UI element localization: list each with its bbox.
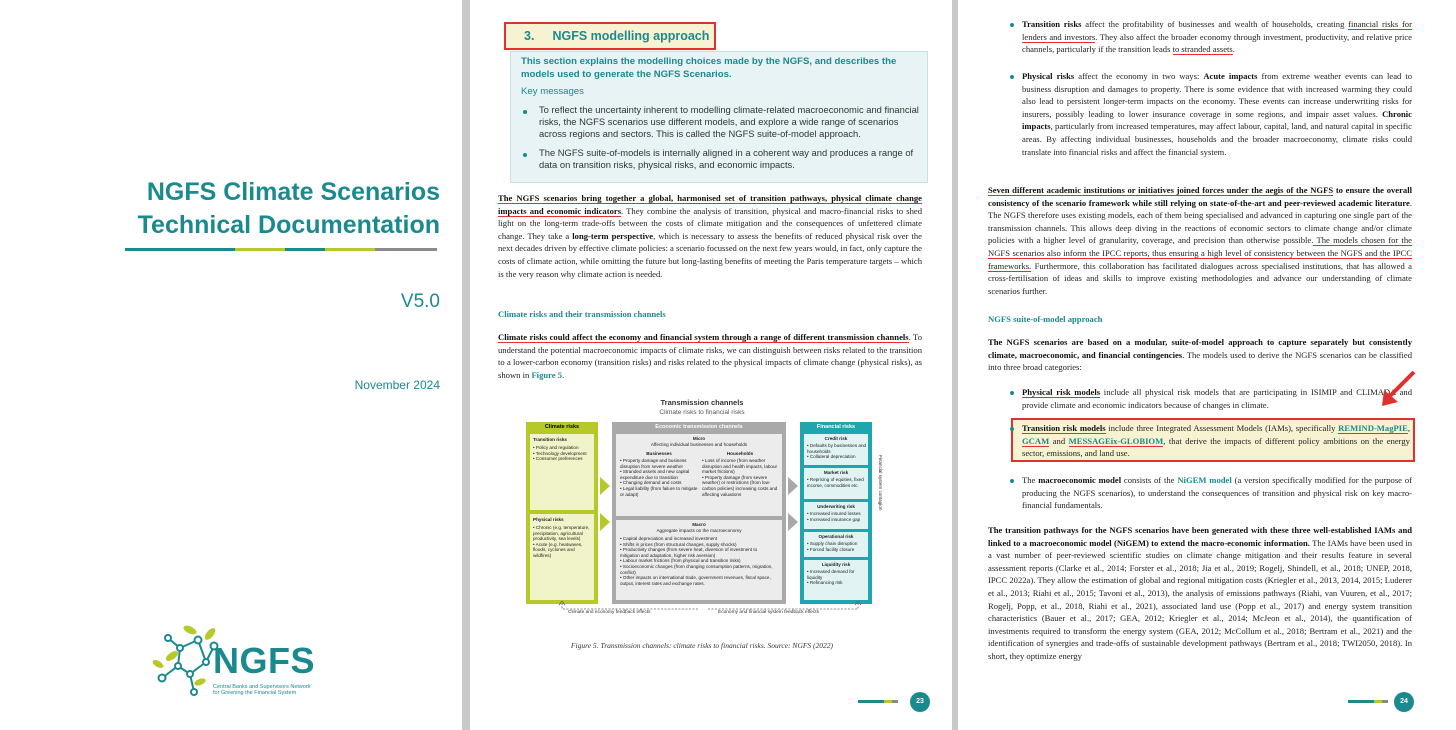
financial-risk-head: Liquidity risk: [821, 562, 851, 567]
paragraph-transmission: Climate risks could affect the economy and financial system through a range of different transmission channels. To understand the potential macroeconomic impacts of climate risks, we can distinguish between risks related to the transition to a lower-carbon economy (transition risks) and risks related to the physical impacts of climate change (physical risks), as shown in Figure 5.: [498, 332, 922, 380]
financial-risk-head: Underwriting risk: [817, 504, 855, 509]
climate-risks-head: Climate risks: [544, 424, 580, 430]
financial-risk-items: • Increased insured losses • Increased insurance gap: [807, 511, 861, 522]
macro-sub: Aggregate impacts on the macroeconomy: [656, 528, 742, 533]
page-24: [958, 0, 1456, 730]
feedback-right-label: Economy and financial system feedback effects: [718, 610, 819, 615]
page-number-23: 23: [910, 692, 930, 712]
key-message-bullet: [523, 110, 527, 114]
arrow-right-icon: [600, 477, 610, 495]
cover-date: November 2024: [354, 378, 440, 392]
section-title: NGFS modelling approach: [552, 29, 710, 43]
paragraph-scenarios: The NGFS scenarios bring together a global, harmonised set of transition pathways, physical climate change impacts and economic indicators. They combine the analysis of transition, physical and macro-financial risks to shed light on the long-term trade-offs between the costs of climate mitigation and the consequences of unfettered climate change. They take a long-term perspective, which is necessary to assess the benefits of reduced physical risk over the next decades driven by effective climate policies: a scenario focussed on the next few years would, in fact, only capture the costs of climate action, while omitting the future but long-lasting benefits of meeting the Paris temperature targets – which is the very reason why climate action is needed.: [498, 193, 922, 279]
figure-title: Transmission channels: [660, 398, 744, 407]
transition-risks-head: Transition risks: [533, 437, 567, 442]
arrow-right-icon: [788, 477, 798, 495]
bullet-transition-risks: Transition risks affect the profitability of businesses and wealth of households, creating financial risks for lenders and investors. They also affect the broader economy through investment, productivity, and relative price channels, particularly if the transition leads to stranded assets.: [1022, 19, 1412, 55]
households-items: • Loss of income (from weather disruption and health impacts, labour market frictions) • Property damage (from severe weather) or restrictions (from low-carbon policies) increasing costs and affecting valuations: [702, 458, 778, 497]
page-23: [470, 0, 952, 730]
section-number: 3.: [524, 29, 535, 43]
financial-risk-block: [804, 468, 868, 499]
financial-risk-items: • Repricing of equities, fixed income, commodities etc.: [807, 477, 864, 488]
financial-risk-head: Credit risk: [824, 436, 848, 441]
cover-title-line2: Technical Documentation: [137, 211, 440, 239]
climate-risks-column: [526, 422, 598, 604]
key-message-1: To reflect the uncertainty inherent to modelling climate-related macroeconomic and financial risks, the NGFS scenarios use different models, and explore a wide range of scenarios across regions and sectors. This is called the NGFS suite-of-model approach.: [539, 104, 919, 140]
paragraph-suite: The NGFS scenarios are based on a modular, suite-of-model approach to capture separately but consistently climate, macroeconomic, and financial contingencies. The models used to derive the NGFS scenarios can be classified into three broad categories:: [988, 337, 1413, 373]
red-arrow-icon: [1378, 370, 1418, 410]
underlined-bold: The NGFS scenarios bring together a global, harmonised set of transition pathways, physical climate change impacts and economic indicators: [498, 193, 922, 216]
financial-risks-head: Financial risks: [816, 424, 856, 430]
logo-subtitle: Central Banks and Supervisors Network for Greening the Financial System: [213, 684, 311, 696]
figure-transmission-channels: [522, 395, 883, 650]
arrow-right-icon: [600, 513, 610, 531]
list-bullet: [1010, 479, 1014, 483]
page-footer-bar: [858, 700, 898, 703]
subheading-suite-of-model: NGFS suite-of-model approach: [988, 314, 1103, 324]
financial-risk-block: [804, 532, 868, 557]
section-intro: This section explains the modelling choices made by the NGFS, and describes the models used to generate the NGFS Scenarios.: [521, 56, 897, 80]
page-footer-bar: [1348, 700, 1388, 703]
financial-risk-head: Market risk: [823, 470, 849, 475]
economic-channels-column: [612, 422, 786, 604]
section-heading: [504, 22, 716, 50]
micro-head: Micro: [692, 436, 706, 441]
list-bullet: [1010, 427, 1014, 431]
cover-title-line1: NGFS Climate Scenarios: [146, 178, 440, 206]
figure-caption: Figure 5. Transmission channels: climate risks to financial risks. Source: NGFS (2022): [570, 641, 834, 650]
cover-page: [0, 0, 462, 730]
paragraph-institutions: Seven different academic institutions or initiatives joined forces under the aegis of the NGFS to ensure the overall consistency of the scenario framework while still relying on state-of-the-art and peer-reviewed academic literature. The NGFS therefore uses existing models, each of them being specialised and advanced in capturing one single part of the transmission channels. This allows deep diving in the reactions of economic sectors to climate change and/or climate policies with a higher level of granularity, coverage, and precision than otherwise possible. The models chosen for the NGFS scenarios also inform the IPCC reports, thus ensuring a high level of consistency between the NGFS and the IPCC frameworks. Furthermore, this collaboration has facilitated dialogues across specialised institutions, that has allowed a cross-fertilisation of ideas and skills to improve existing methodologies and advance our understanding of climate scenarios further.: [988, 185, 1412, 296]
paragraph-transition-pathways: The transition pathways for the NGFS scenarios have been generated with these three well-established IAMs and linked to a macroeconomic model (NiGEM) to extend the macro-economic information. The IAMs have been used in a vast number of peer-reviewed scientific studies on climate change mitigation and their results feature in several assessment reports (Clarke et al., 2014; Forster et al., 2018; Jia et al., 2019; Rogelj, Shindell, et al., 2018; UNEP, 2018, IPCC 2022a). They allow the estimation of global and regional mitigation costs (Kriegler et al., 2013, 2014, 2015; Luderer et al., 2013; Riahi et al., 2015; Tavoni et al., 2013), the analysis of emissions pathways (Riahi, van Vuuren, et al., 2017; Rogelj, Popp, et al., 2018, Riahi et al., 2021), associated land use (Popp et al., 2017) and energy system transition characteristics (Bauer et al., 2017; GEA, 2012; Kriegler et al., 2014; McJeon et al., 2014), the quantification of investments required to transform the energy system (GEA, 2012; McCollum et al., 2018; Bertram et al., 2021) and the identification of synergies and trade-offs of sustainable development pathways (Bertram et al., 2018; TWI2050, 2018). In short, they optimize energy: [988, 525, 1412, 661]
businesses-items: • Property damage and business disruption from severe weather • Stranded assets and new capital expenditure due to transition • Changing demand and costs • Legal liability (from failure to mitigate or adapt): [620, 458, 698, 497]
macro-head: Macro: [692, 522, 706, 527]
feedback-arrows-icon: [558, 601, 878, 613]
link-remind-magpie[interactable]: REMIND-MagPIE: [1338, 423, 1408, 433]
cover-version: V5.0: [400, 291, 440, 312]
financial-risk-block: [804, 502, 868, 529]
feedback-left-label: Climate and economy feedback effects: [568, 610, 651, 615]
financial-risk-items: • Defaults by businesses and households • Collateral depreciation: [807, 443, 867, 460]
economic-channels-head: Economic transmission channels: [655, 424, 743, 430]
bullet-macro-model: The macroeconomic model consists of the NiGEM model (a version specifically modified for the purpose of producing the NGFS scenarios), to understand the consequences of transition and physical risk on key macro-financial fundamentals.: [1022, 475, 1412, 511]
key-messages-box: [510, 51, 928, 183]
arrow-right-icon: [788, 513, 798, 531]
financial-risk-block: [804, 434, 868, 465]
cover-divider: [125, 248, 437, 251]
logo-text: NGFS: [213, 640, 316, 681]
financial-risk-head: Operational risk: [818, 534, 854, 539]
key-message-bullet: [523, 153, 527, 157]
transition-risks-items: • Policy and regulation • Technology development • Consumer preferences: [533, 445, 587, 462]
list-bullet: [1010, 75, 1014, 79]
key-message-2: The NGFS suite-of-models is internally aligned in a coherent way and produces a range of data on transition risks, physical risks, and economic impacts.: [539, 147, 914, 171]
link-nigem-model[interactable]: NiGEM model: [1177, 475, 1232, 485]
list-bullet: [1010, 23, 1014, 27]
figure-5-link[interactable]: Figure 5: [531, 369, 563, 380]
financial-risks-column: [800, 422, 872, 604]
link-messageix-globiom[interactable]: MESSAGEix-GLOBIOM: [1068, 435, 1164, 446]
list-bullet: [1010, 391, 1014, 395]
financial-risk-block: [804, 560, 868, 600]
macro-items: • Capital depreciation and increased investment • Shifts in prices (from structural changes, supply shocks) • Productivity changes (from severe heat, diversion of investment to mitigation and adaptation, higher risk aversion) • Labour market frictions (from physical and transition risks) • Socioeconomic changes (from changing consumption patterns, migration, conflict) • Other impacts on international trade, government revenues, fiscal space, output, interest rates and exchange rates.: [620, 536, 773, 586]
financial-risk-items: • Supply chain disruption • Forced facility closure: [807, 541, 858, 552]
link-gcam[interactable]: GCAM: [1022, 435, 1050, 446]
contagion-label: Financial system contagion: [878, 455, 883, 511]
subheading-climate-risks: Climate risks and their transmission channels: [498, 309, 666, 319]
bullet-physical-models: Physical risk models include all physical risk models that are participating in ISIMIP and CLIMADA and provide climate and economic indicators because of changes in climate.: [1022, 387, 1412, 410]
key-messages-label: Key messages: [521, 86, 584, 97]
cover-title: [138, 176, 440, 242]
physical-risks-items: • Chronic (e.g. temperature, precipitation, agricultural productivity, sea levels) • Acute (e.g. heatwaves, floods, cyclones and wildfires): [533, 525, 590, 558]
figure-subtitle: Climate risks to financial risks: [659, 409, 745, 416]
financial-risk-items: • Increased demand for liquidity • Refinancing risk: [807, 569, 855, 586]
businesses-head: Businesses: [646, 451, 672, 456]
bullet-physical-risks: Physical risks affect the economy in two ways: Acute impacts from extreme weather events can lead to business disruption and damages to property. There is some evidence that with increased warming they could also lead to persistent longer-term impacts on the economy. These events can increase underwriting risks for insurers, possibly leading to lower insurance coverage in some regions, and impair asset values. Chronic impacts, particularly from increased temperatures, may affect labour, capital, land, and natural capital in specific areas. By affecting individual businesses, households and the broader macroeconomy, climate risks could translate into financial risks and affect the financial system.: [1022, 71, 1413, 157]
micro-sub: Affecting individual businesses and households: [650, 442, 748, 447]
underlined-bold: Climate risks could affect the economy and financial system through a range of different transmission channels: [498, 332, 909, 342]
households-head: Households: [726, 451, 754, 456]
physical-risks-head: Physical risks: [533, 517, 564, 522]
page-number-24: 24: [1394, 692, 1414, 712]
bullet-transition-models: Transition risk models include three Integrated Assessment Models (IAMs), specifically REMIND-MagPIE, GCAM and MESSAGEix-GLOBIOM, that derive the impacts of different policy ambitions on the energy sector, emissions, and land use.: [1022, 423, 1410, 459]
